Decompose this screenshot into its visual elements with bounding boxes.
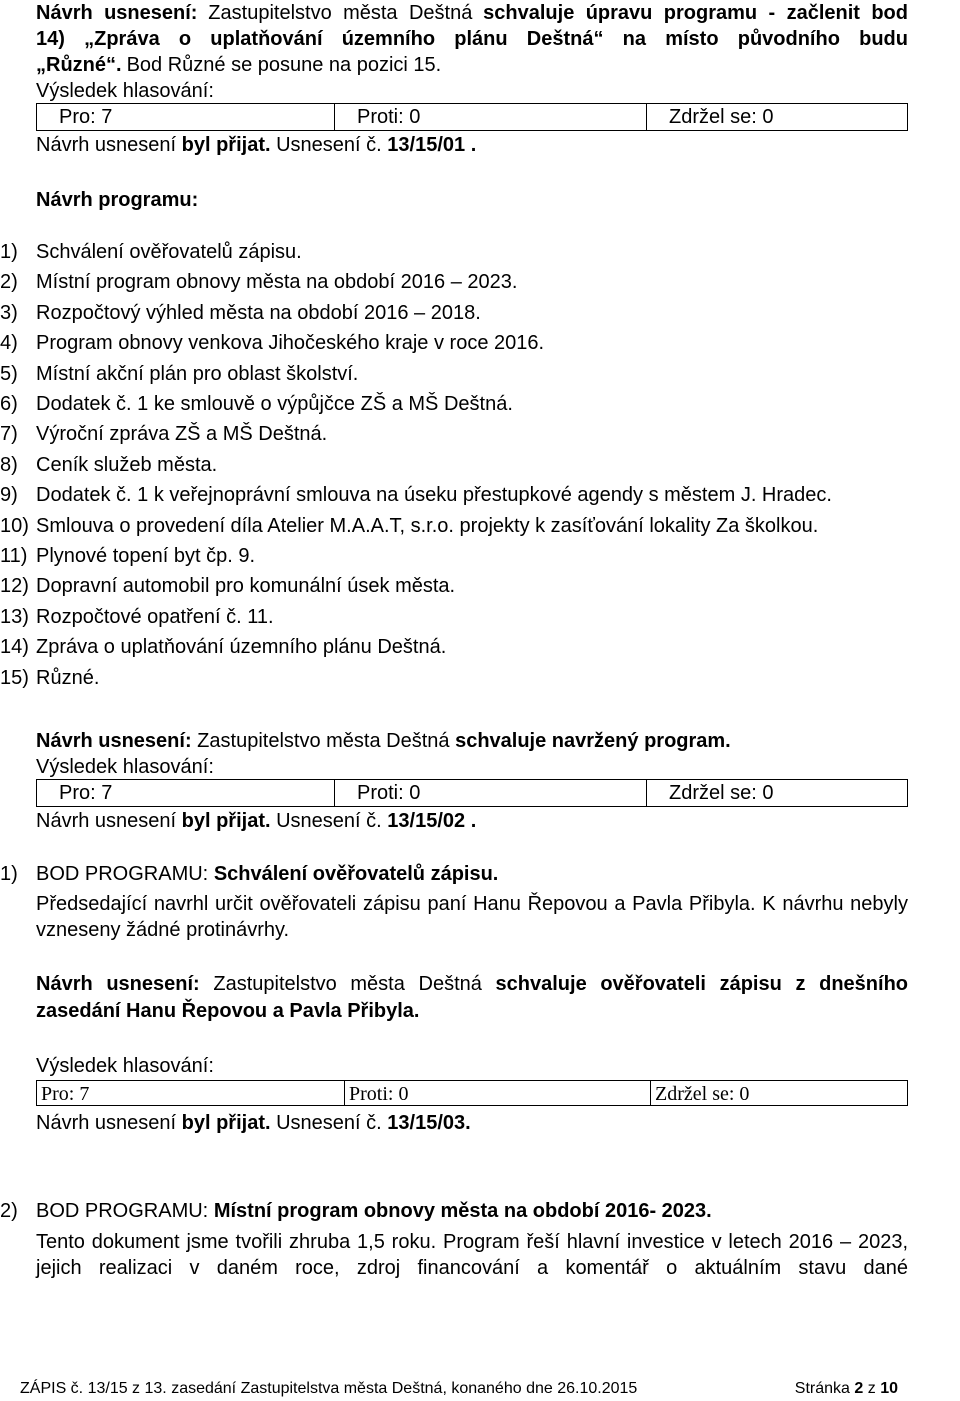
vote-heading: Výsledek hlasování: [36,80,214,102]
resolution-number: 13/15/01 . [387,134,477,156]
vote-result [36,1110,908,1136]
program-item-text: Dopravní automobil pro komunální úsek města. [36,575,456,598]
vote-proti: Proti: 0 [335,104,647,130]
resolution-bold: schvaluje úpravu programu - začlenit bod [483,2,908,24]
result-label: Návrh usnesení [36,134,177,156]
agenda-item-title: Místní program obnovy města na období 2016- 2023. [213,1200,712,1222]
program-item-number: 7) [0,423,18,446]
resolution-label: Návrh usnesení: [36,2,198,24]
vote-heading: Výsledek hlasování: [36,756,214,778]
vote-table [36,1080,908,1106]
program-heading: Návrh programu: [36,189,199,211]
result-status: byl přijat. [181,810,271,832]
footer-text: ZÁPIS č. 13/15 z 13. zasedání Zastupitelstva města Deštná, konaného dne 26.10.2015 [20,1380,638,1397]
intro-resolution [36,0,908,104]
vote-zdrzel: Zdržel se: 0 [669,782,774,804]
program-item-text: Rozpočtové opatření č. 11. [36,605,274,628]
resolution-label: Návrh usnesení: [36,973,200,995]
program-item-text: Schválení ověřovatelů zápisu. [36,241,302,263]
resolution-line-3b: Bod Různé se posune na pozici 15. [126,54,442,76]
resolution-label: Návrh usnesení: [36,730,192,752]
program-item-text: Smlouva o provedení díla Atelier M.A.A.T, s.r.o. projekty k zasíťování lokality Za školkou. [36,514,819,537]
resolution-bold: schvaluje ověřovateli zápisu z dnešního zasedání Hanu Řepovou a Pavla Přibyla. [36,973,909,1022]
program-item-text: Zpráva o uplatňování územního plánu Deštná. [36,636,447,659]
vote-heading: Výsledek hlasování: [36,1055,214,1077]
council-text: Zastupitelstvo města Deštná [213,973,482,995]
resolution-line-2: 14) „Zpráva o uplatňování územního plánu Deštná“ na místo původního budu [36,28,908,50]
program-item-number: 13) [0,605,29,628]
resolution-number-label: Usnesení č. [276,1112,382,1134]
vote-zdrzel: Zdržel se: 0 [669,106,774,128]
vote-zdrzel: Zdržel se: 0 [655,1083,750,1105]
agenda-item-paragraph: Tento dokument jsme tvořili zhruba 1,5 roku. Program řeší hlavní investice v letech 2016 – 2023, jejich realizaci v daném roce, zdroj financování a komentář o aktuálním stavu dané [36,1231,908,1279]
council-text: Zastupitelstvo města Deštná [197,730,450,752]
vote-proti: Proti: 0 [335,780,647,806]
agenda-item-paragraph: Předsedající navrhl určit ověřovateli zápisu paní Hanu Řepovou a Pavla Přibyla. K návrhu nebyly vzneseny žádné protinávrhy. [36,893,908,941]
program-item-text: Rozpočtový výhled města na období 2016 – 2018. [36,301,481,324]
program-item-text: Dodatek č. 1 ke smlouvě o výpůjčce ZŠ a MŠ Deštná. [36,393,513,415]
vote-proti: Proti: 0 [345,1081,651,1105]
program-item-number: 5) [0,362,18,385]
program-item-number: 10) [0,514,29,537]
program-item-number: 2) [0,271,18,294]
resolution-number-label: Usnesení č. [276,134,382,156]
program-item-number: 15) [0,666,29,689]
program-item-text: Místní program obnovy města na období 2016 – 2023. [36,271,518,294]
page-label: Stránka [794,1380,850,1397]
program-item-text: Dodatek č. 1 k veřejnoprávní smlouva na úseku přestupkové agendy s městem J. Hradec. [36,484,832,507]
vote-result [36,808,908,834]
agenda-item-title: Schválení ověřovatelů zápisu. [213,863,499,885]
program-item-number: 4) [0,332,18,355]
program-item-number: 14) [0,636,29,659]
result-label: Návrh usnesení [36,810,177,832]
result-label: Návrh usnesení [36,1112,177,1134]
vote-table [36,779,908,807]
program-item-text: Různé. [36,666,100,689]
page-of: z [867,1380,876,1397]
vote-pro: Pro: 7 [37,1081,345,1105]
resolution-bold: schvaluje navržený program. [455,730,731,752]
bod1-resolution [36,971,908,1025]
program-item-number: 11) [0,545,28,567]
program-item-number: 8) [0,453,18,476]
result-status: byl přijat. [181,1112,271,1134]
program-item-text: Ceník služeb města. [36,453,218,476]
page-number [795,1379,898,1399]
vote-result [36,132,908,158]
program-item-number: 3) [0,301,18,324]
page-current: 2 [854,1380,864,1397]
agenda-item-number: 2) [0,1200,18,1222]
resolution-line-3a: „Různé“. [36,54,122,76]
program-item-text: Místní akční plán pro oblast školství. [36,362,359,385]
council-text: Zastupitelstvo města Deštná [208,2,473,24]
program-item-text: Program obnovy venkova Jihočeského kraje v roce 2016. [36,332,545,355]
page-total: 10 [880,1380,898,1397]
result-status: byl přijat. [181,134,271,156]
vote-table [36,103,908,131]
agenda-item-label: BOD PROGRAMU: [36,863,209,885]
program-item-number: 12) [0,575,29,598]
resolution-number: 13/15/02 . [387,810,477,832]
resolution-number-label: Usnesení č. [276,810,382,832]
agenda-item-label: BOD PROGRAMU: [36,1200,209,1222]
vote-pro: Pro: 7 [37,780,335,806]
program-item-text: Výroční zpráva ZŠ a MŠ Deštná. [36,423,328,446]
program-item-number: 1) [0,241,18,263]
program-item-text: Plynové topení byt čp. 9. [36,545,256,567]
program-resolution [36,728,908,754]
resolution-number: 13/15/03. [387,1112,471,1134]
program-item-number: 6) [0,393,18,415]
program-item-number: 9) [0,484,18,507]
vote-pro: Pro: 7 [37,104,335,130]
agenda-item-number: 1) [0,863,18,885]
